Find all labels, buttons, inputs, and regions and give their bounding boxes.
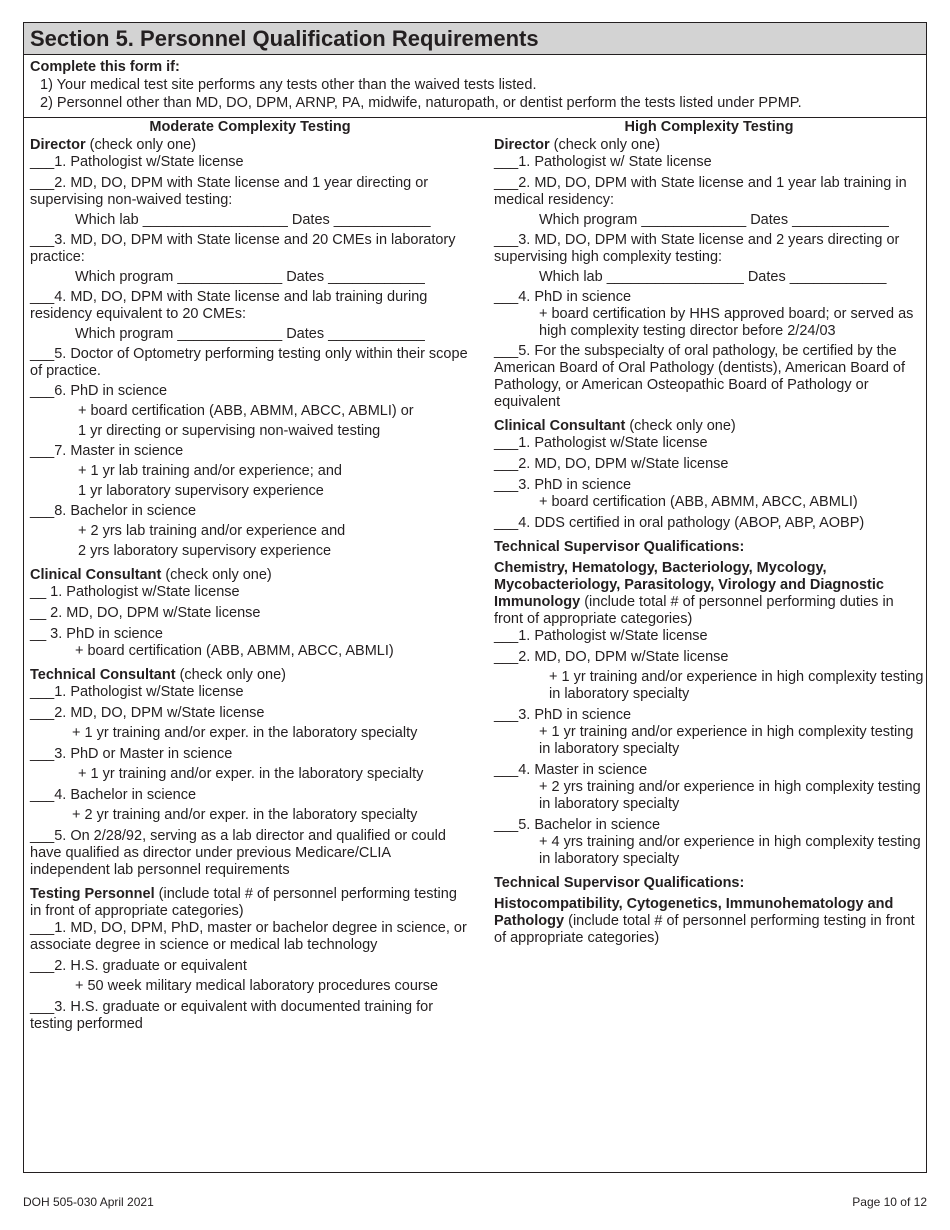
- high-clinical-item[interactable]: ___4. DDS certified in oral pathology (ABOP, ABP, AOBP): [494, 515, 865, 531]
- tech-supervisor-specialties: Chemistry, Hematology, Bacteriology, Mycology, Mycobacteriology, Parasitology, Virology and Diagnostic Immunology (include total # of personnel performing duties in front of appropriate categories): [494, 560, 894, 627]
- tech-supervisor-item[interactable]: ___2. MD, DO, DPM w/State license: [494, 649, 729, 665]
- high-title: High Complexity Testing: [624, 119, 794, 135]
- item-detail: + board certification (ABB, ABMM, ABCC, ABMLI): [539, 494, 858, 510]
- item-detail: + 1 yr training and/or experience in high complexity testing in laboratory specialty: [549, 669, 924, 702]
- high-clinical-item[interactable]: ___1. Pathologist w/State license: [494, 435, 708, 451]
- testing-personnel-item[interactable]: ___1. MD, DO, DPM, PhD, master or bachelor degree in science, or associate degree in science or medical lab technology: [30, 920, 467, 953]
- high-director-item[interactable]: ___5. For the subspecialty of oral pathology, be certified by the American Board of Oral Pathology (dentists), American Board of Pathology, or American Osteopathic Board of Pathology or equivalent: [494, 343, 906, 410]
- which-program-line[interactable]: Which program _____________ Dates ____________: [75, 326, 425, 342]
- item-detail: + 2 yrs training and/or experience in high complexity testing in laboratory specialty: [539, 779, 921, 812]
- moderate-director-item[interactable]: ___6. PhD in science: [30, 383, 168, 399]
- item-detail: + 2 yr training and/or exper. in the laboratory specialty: [72, 807, 418, 823]
- moderate-technical-item[interactable]: ___5. On 2/28/92, serving as a lab director and qualified or could have qualified as director under previous Medicare/CLIA independent lab personnel requirements: [30, 828, 446, 878]
- section-title: Section 5. Personnel Qualification Requirements: [24, 23, 926, 55]
- moderate-technical-heading: Technical Consultant (check only one): [30, 667, 286, 683]
- testing-personnel-heading: Testing Personnel (include total # of personnel performing testing in front of appropriate categories): [30, 886, 457, 919]
- high-director-item[interactable]: ___1. Pathologist w/ State license: [494, 154, 712, 170]
- intro-condition: 2) Personnel other than MD, DO, DPM, ARNP, PA, midwife, naturopath, or dentist perform the tests listed under PPMP.: [40, 95, 802, 111]
- tech-supervisor-item[interactable]: ___4. Master in science: [494, 762, 648, 778]
- high-clinical-item[interactable]: ___2. MD, DO, DPM w/State license: [494, 456, 729, 472]
- moderate-technical-item[interactable]: ___1. Pathologist w/State license: [30, 684, 244, 700]
- form-id: DOH 505-030 April 2021: [23, 1195, 154, 1209]
- which-lab-line[interactable]: Which lab _________________ Dates ____________: [539, 269, 887, 285]
- item-detail: + 4 yrs training and/or experience in high complexity testing in laboratory specialty: [539, 834, 921, 867]
- moderate-director-item[interactable]: ___1. Pathologist w/State license: [30, 154, 244, 170]
- item-detail: 1 yr laboratory supervisory experience: [78, 483, 324, 499]
- moderate-clinical-heading: Clinical Consultant (check only one): [30, 567, 272, 583]
- item-detail: + 50 week military medical laboratory procedures course: [75, 978, 439, 994]
- moderate-technical-item[interactable]: ___4. Bachelor in science: [30, 787, 197, 803]
- moderate-clinical-item[interactable]: __ 1. Pathologist w/State license: [30, 584, 240, 600]
- moderate-technical-item[interactable]: ___3. PhD or Master in science: [30, 746, 233, 762]
- item-detail: + board certification (ABB, ABMM, ABCC, ABMLI) or: [78, 403, 414, 419]
- moderate-director-item[interactable]: ___4. MD, DO, DPM with State license and lab training during residency equivalent to 20 CMEs:: [30, 289, 428, 322]
- moderate-director-item[interactable]: ___2. MD, DO, DPM with State license and 1 year directing or supervising non-waived testing:: [30, 175, 429, 208]
- high-director-item[interactable]: ___4. PhD in science: [494, 289, 632, 305]
- moderate-director-item[interactable]: ___3. MD, DO, DPM with State license and 20 CMEs in laboratory practice:: [30, 232, 456, 265]
- which-program-line[interactable]: Which program _____________ Dates ____________: [75, 269, 425, 285]
- tech-supervisor-specialties-2: Histocompatibility, Cytogenetics, Immunohematology and Pathology (include total # of personnel performing testing in front of appropriate categories): [494, 896, 915, 946]
- item-detail: 2 yrs laboratory supervisory experience: [78, 543, 332, 559]
- item-detail: + 1 yr training and/or experience in high complexity testing in laboratory specialty: [539, 724, 914, 757]
- moderate-director-item[interactable]: ___5. Doctor of Optometry performing testing only within their scope of practice.: [30, 346, 468, 379]
- tech-supervisor-item[interactable]: ___5. Bachelor in science: [494, 817, 661, 833]
- high-column: [494, 119, 924, 947]
- item-detail: + board certification (ABB, ABMM, ABCC, ABMLI): [75, 643, 394, 659]
- moderate-clinical-item[interactable]: __ 3. PhD in science: [30, 626, 163, 642]
- which-lab-line[interactable]: Which lab __________________ Dates ____________: [75, 212, 431, 228]
- high-clinical-item[interactable]: ___3. PhD in science: [494, 477, 632, 493]
- testing-personnel-item[interactable]: ___3. H.S. graduate or equivalent with documented training for testing performed: [30, 999, 434, 1032]
- high-director-heading: Director (check only one): [494, 137, 661, 153]
- moderate-technical-item[interactable]: ___2. MD, DO, DPM w/State license: [30, 705, 265, 721]
- tech-supervisor-heading: Technical Supervisor Qualifications:: [494, 539, 745, 555]
- moderate-director-item[interactable]: ___7. Master in science: [30, 443, 184, 459]
- intro-condition: 1) Your medical test site performs any tests other than the waived tests listed.: [40, 77, 537, 93]
- intro-heading: Complete this form if:: [30, 59, 180, 75]
- high-clinical-heading: Clinical Consultant (check only one): [494, 418, 736, 434]
- tech-supervisor-heading-2: Technical Supervisor Qualifications:: [494, 875, 745, 891]
- item-detail: + 1 yr lab training and/or experience; and: [78, 463, 342, 479]
- item-detail: 1 yr directing or supervising non-waived testing: [78, 423, 381, 439]
- tech-supervisor-item[interactable]: ___1. Pathologist w/State license: [494, 628, 708, 644]
- which-program-line[interactable]: Which program _____________ Dates ____________: [539, 212, 889, 228]
- item-detail: + 1 yr training and/or exper. in the laboratory specialty: [78, 766, 424, 782]
- high-director-item[interactable]: ___3. MD, DO, DPM with State license and 2 years directing or supervising high complexity testing:: [494, 232, 900, 265]
- moderate-title: Moderate Complexity Testing: [149, 119, 351, 135]
- moderate-director-heading: Director (check only one): [30, 137, 197, 153]
- page-number: Page 10 of 12: [852, 1195, 927, 1209]
- testing-personnel-item[interactable]: ___2. H.S. graduate or equivalent: [30, 958, 247, 974]
- form-frame: [23, 22, 927, 1173]
- moderate-column: [30, 119, 470, 1033]
- moderate-clinical-item[interactable]: __ 2. MD, DO, DPM w/State license: [30, 605, 261, 621]
- tech-supervisor-item[interactable]: ___3. PhD in science: [494, 707, 632, 723]
- item-detail: + 2 yrs lab training and/or experience and: [78, 523, 346, 539]
- intro-block: [24, 55, 926, 118]
- item-detail: + board certification by HHS approved board; or served as high complexity testing director before 2/24/03: [539, 306, 914, 339]
- moderate-director-item[interactable]: ___8. Bachelor in science: [30, 503, 197, 519]
- item-detail: + 1 yr training and/or exper. in the laboratory specialty: [72, 725, 418, 741]
- high-director-item[interactable]: ___2. MD, DO, DPM with State license and 1 year lab training in medical residency:: [494, 175, 907, 208]
